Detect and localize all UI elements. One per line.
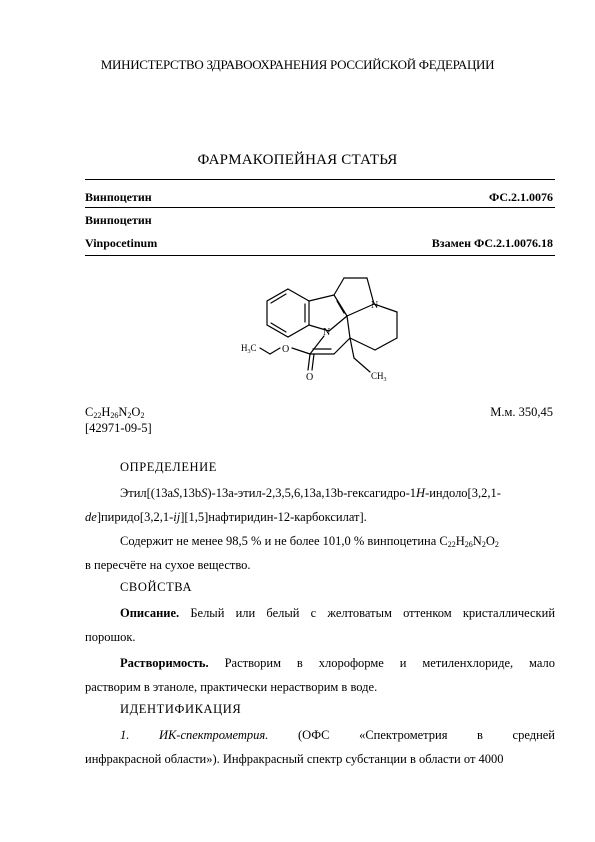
- section-heading-properties: СВОЙСТВА: [120, 580, 193, 594]
- top-divider: [85, 179, 555, 180]
- amine-nitrogen-label: N: [371, 300, 379, 311]
- document-type-title: ФАРМАКОПЕЙНАЯ СТАТЬЯ: [197, 152, 398, 168]
- ir-spectrometry-line2: инфракрасной области»). Инфракрасный спектр субстанции в области от 4000: [85, 752, 504, 766]
- solubility-line2: растворим в этаноле, практически нерастворим в воде.: [85, 680, 378, 694]
- ester-oxygen-label: O: [282, 344, 290, 355]
- solubility-line1: Растворимость. Растворим в хлороформе и метиленхлориде, мало: [120, 656, 555, 670]
- molecular-formula: $C_{22}H_{26}N_2O_2$: [85, 405, 145, 420]
- row-divider-1: [85, 207, 555, 208]
- iupac-name-line2: de]пиридо[3,2,1-ij][1,5]нафтиридин-12-карбоксилат].: [85, 510, 367, 524]
- methyl-group-right: $CH_3$: [371, 371, 387, 383]
- structural-formula: [230, 268, 420, 393]
- methyl-group-left: $H_3C$: [241, 343, 257, 355]
- content-line1: Содержит не менее 98,5 % и не более 101,0 % винпоцетина $C_{22}H_{26}N_2O_2$: [120, 534, 499, 549]
- indole-nitrogen-label: N: [323, 327, 331, 338]
- replaces-code: Взамен ФС.2.1.0076.18: [431, 236, 553, 250]
- iupac-name-line1: Этил[(13aS,13bS)-13a-этил-2,3,5,6,13a,13b-гексагидро-1H-индоло[3,2,1-: [120, 486, 501, 500]
- description-line2: порошок.: [85, 630, 136, 644]
- molecular-mass: М.м. 350,45: [490, 405, 553, 419]
- section-heading-identification: ИДЕНТИФИКАЦИЯ: [120, 702, 242, 716]
- name-ru-1: Винпоцетин: [85, 190, 152, 204]
- name-latin: Vinpocetinum: [85, 236, 158, 250]
- ministry-header: МИНИСТЕРСТВО ЗДРАВООХРАНЕНИЯ РОССИЙСКОЙ ФЕДЕРАЦИИ: [100, 57, 495, 72]
- carbonyl-oxygen-label: O: [306, 372, 314, 383]
- section-heading-definition: ОПРЕДЕЛЕНИЕ: [120, 460, 218, 474]
- content-line2: в пересчёте на сухое вещество.: [85, 558, 251, 572]
- bottom-divider: [85, 255, 555, 256]
- ir-spectrometry-line1: 1. ИК-спектрометрия. (ОФС «Спектрометрия в средней: [120, 728, 555, 742]
- description-line1: Описание. Белый или белый с желтоватым оттенком кристаллический: [120, 606, 556, 620]
- article-code: ФС.2.1.0076: [489, 190, 553, 204]
- name-ru-2: Винпоцетин: [85, 213, 152, 227]
- cas-number: [42971-09-5]: [85, 421, 152, 435]
